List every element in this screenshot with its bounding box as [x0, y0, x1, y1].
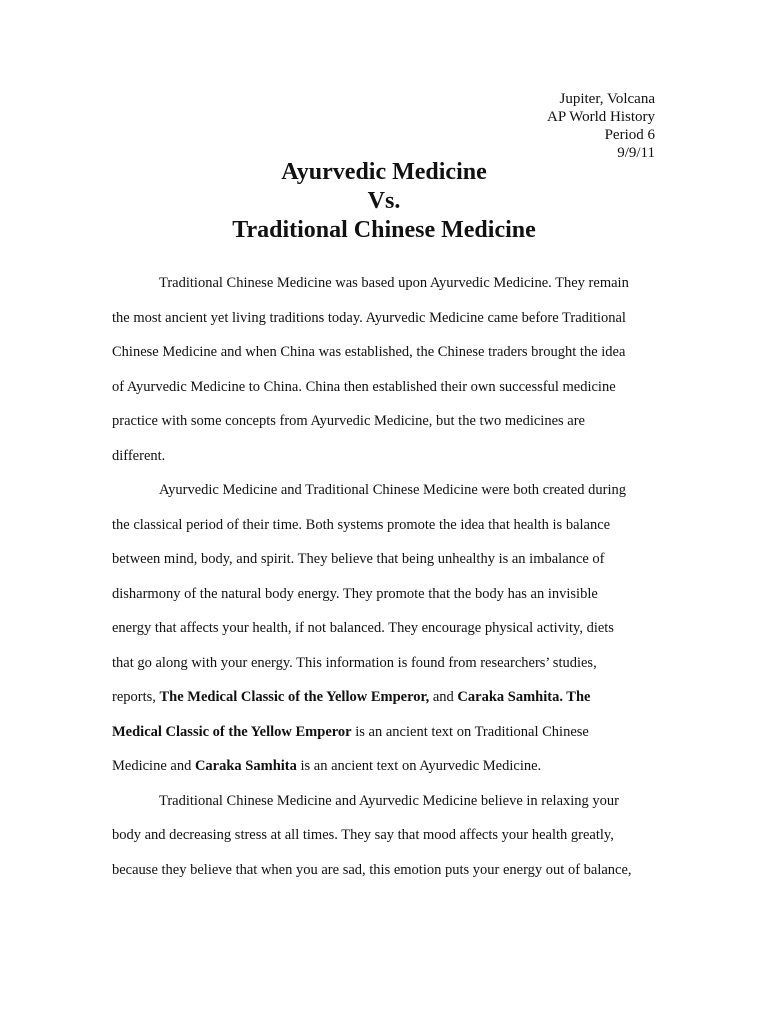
text-line: because they believe that when you are sad, this emotion puts your energy out of balance,: [112, 861, 632, 878]
text-run: reports,: [112, 689, 160, 705]
paragraph-2: [112, 473, 656, 784]
text-line: Traditional Chinese Medicine and Ayurvedic Medicine believe in relaxing your: [159, 792, 619, 809]
class-period: Period 6: [604, 127, 655, 143]
text-line: different.: [112, 447, 166, 464]
text-run: Medicine and: [112, 758, 195, 774]
text-line: between mind, body, and spirit. They believe that being unhealthy is an imbalance of: [112, 551, 605, 567]
text-line: Traditional Chinese Medicine was based upon Ayurvedic Medicine. They remain: [159, 275, 629, 291]
book-title-yellow-emperor: Medical Classic of the Yellow Emperor: [112, 723, 352, 740]
title-line-2: Vs.: [367, 188, 401, 214]
book-title-caraka-samhita: Caraka Samhita: [194, 758, 297, 774]
text-run: is an ancient text on Ayurvedic Medicine.: [296, 758, 542, 774]
student-header: [547, 90, 655, 162]
book-title-yellow-emperor: The Medical Classic of the Yellow Emperor,: [159, 689, 430, 705]
text-line: body and decreasing stress at all times. They say that mood affects your health greatly,: [112, 827, 614, 843]
text-line: disharmony of the natural body energy. They promote that the body has an invisible: [112, 585, 598, 602]
text-line: Chinese Medicine and when China was established, the Chinese traders brought the idea: [112, 344, 626, 360]
text-line: [112, 680, 656, 715]
text-line: the classical period of their time. Both systems promote the idea that health is balance: [112, 516, 611, 533]
document-date: 9/9/11: [617, 145, 655, 161]
document-title: [0, 158, 768, 245]
student-name: Jupiter, Volcana: [559, 91, 655, 107]
text-line: [112, 749, 656, 784]
text-line: Ayurvedic Medicine and Traditional Chinese Medicine were both created during: [159, 482, 626, 498]
paragraph-1: [112, 266, 656, 473]
text-line: that go along with your energy. This information is found from researchers’ studies,: [112, 654, 597, 671]
document-body: [112, 266, 656, 887]
paragraph-3: [112, 784, 656, 888]
text-line: the most ancient yet living traditions today. Ayurvedic Medicine came before Traditional: [112, 309, 626, 326]
text-line: practice with some concepts from Ayurvedic Medicine, but the two medicines are: [112, 413, 585, 429]
text-line: [112, 715, 656, 750]
text-line: energy that affects your health, if not balanced. They encourage physical activity, diets: [112, 620, 614, 636]
text-line: of Ayurvedic Medicine to China. China then established their own successful medicine: [112, 378, 616, 395]
text-run: is an ancient text on Traditional Chinese: [351, 723, 589, 740]
text-run: and: [429, 689, 458, 705]
book-title-caraka-samhita: Caraka Samhita. The: [457, 689, 591, 705]
course-name: AP World History: [547, 109, 655, 125]
title-line-1: Ayurvedic Medicine: [281, 159, 487, 185]
title-line-3: Traditional Chinese Medicine: [232, 217, 536, 243]
